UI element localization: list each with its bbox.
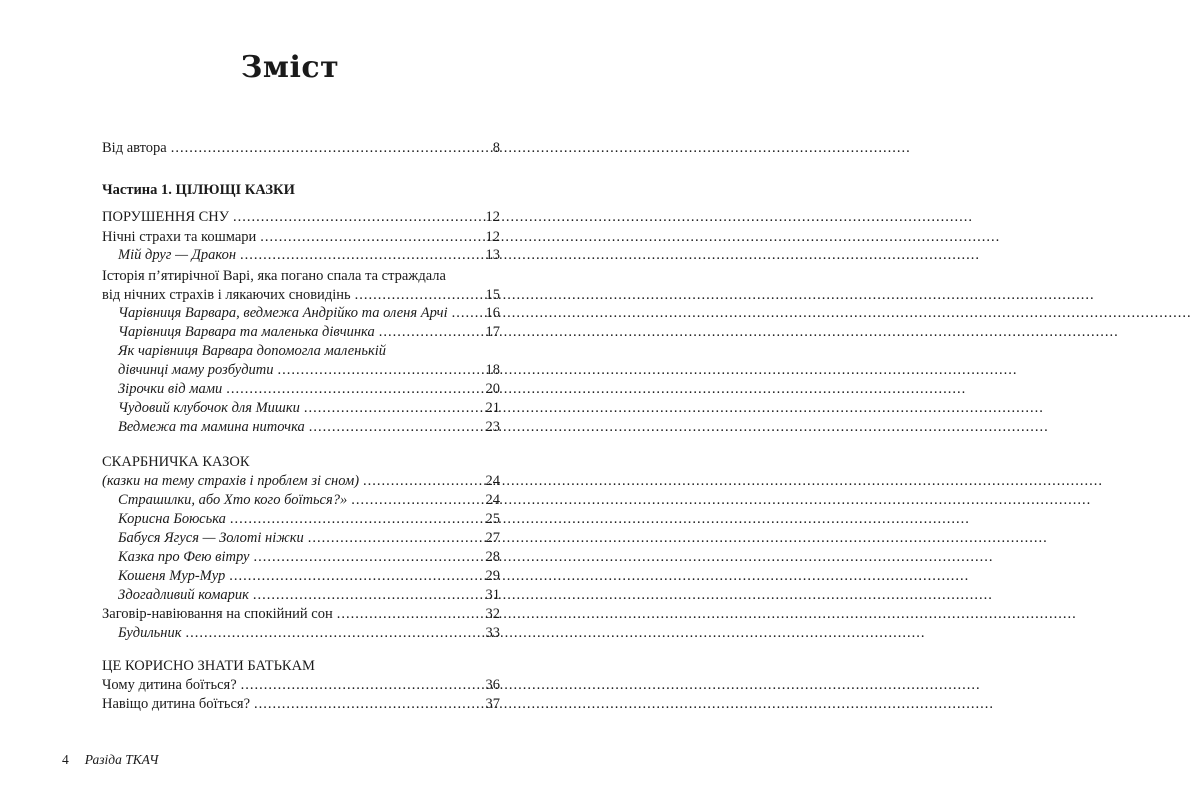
toc-entry-page: 25	[485, 511, 500, 527]
toc-entry[interactable]	[102, 604, 500, 624]
toc-entry-page: 23	[485, 419, 500, 435]
toc-entry-title: Корисна Боюська	[118, 511, 226, 527]
toc-entry[interactable]	[102, 207, 500, 227]
dot-leader	[229, 566, 481, 586]
toc-entry-page: 13	[485, 247, 500, 263]
toc-entry-page: 28	[485, 549, 500, 565]
toc-entry[interactable]	[118, 245, 500, 265]
toc-entry[interactable]	[118, 398, 500, 418]
page-title: Зміст	[240, 50, 340, 85]
toc-entry[interactable]	[102, 471, 500, 491]
toc-entry[interactable]	[118, 341, 500, 361]
toc-entry-title: Чудовий клубочок для Мишки	[118, 400, 300, 416]
toc-entry-title: Ведмежа та мамина ниточка	[118, 419, 305, 435]
toc-entry[interactable]	[118, 547, 500, 567]
toc-entry[interactable]	[118, 566, 500, 586]
toc-entry-title: Частина 1. ЦІЛЮЩІ КАЗКИ	[102, 182, 295, 198]
toc-entry-page: 33	[485, 625, 500, 641]
toc-entry[interactable]	[118, 528, 500, 548]
toc-entry-title: Зірочки від мами	[118, 381, 223, 397]
toc-entry-page: 18	[485, 362, 500, 378]
toc-entry[interactable]	[118, 417, 500, 437]
toc-entry[interactable]	[118, 360, 500, 380]
page-footer	[62, 752, 158, 768]
toc-entry[interactable]	[102, 285, 500, 305]
toc-entry-title: Чому дитина боїться?	[102, 677, 237, 693]
toc-entry-title: Бабуся Ягуся — Золоті ніжки	[118, 530, 304, 546]
dot-leader	[363, 471, 481, 491]
dot-leader	[355, 285, 482, 305]
toc-entry-title: Чарівниця Варвара, ведмежа Андрійко та оленя Арчі	[118, 305, 448, 321]
toc-entry[interactable]	[102, 675, 500, 695]
dot-leader	[278, 360, 482, 380]
toc-entry-page: 8	[492, 140, 500, 156]
toc-entry-title: Як чарівниця Варвара допомогла маленькій	[118, 343, 387, 359]
toc-entry[interactable]	[118, 490, 500, 510]
toc-entry-page: 21	[485, 400, 500, 416]
toc-entry-page: 12	[485, 209, 500, 225]
toc-entry-title: ЦЕ КОРИСНО ЗНАТИ БАТЬКАМ	[102, 658, 315, 674]
dot-leader	[230, 509, 482, 529]
toc-entry-page: 24	[485, 492, 500, 508]
toc-entry-page: 32	[485, 606, 500, 622]
toc-entry-page: 16	[485, 305, 500, 321]
toc-entry[interactable]	[118, 623, 500, 643]
toc-entry-title: Заговір-навіювання на спокійний сон	[102, 606, 333, 622]
toc-entry-page: 37	[485, 696, 500, 712]
toc-entry-title: Мій друг — Дракон	[118, 247, 237, 263]
toc-entry-title: Кошеня Мур-Мур	[118, 568, 226, 584]
toc-entry-title: ПОРУШЕННЯ СНУ	[102, 209, 230, 225]
toc-entry-page: 36	[485, 677, 500, 693]
toc-entry-title: Казка про Фею вітру	[118, 549, 250, 565]
toc-entry[interactable]	[102, 656, 500, 676]
toc-entry[interactable]	[118, 585, 500, 605]
dot-leader	[186, 623, 482, 643]
dot-leader	[308, 528, 482, 548]
dot-leader	[226, 379, 481, 399]
toc-entry-page: 17	[485, 324, 500, 340]
toc-entry-page: 12	[485, 229, 500, 245]
toc-entry[interactable]	[102, 180, 500, 200]
toc-entry-title: дівчинці маму розбудити	[118, 362, 274, 378]
table-of-contents	[0, 0, 580, 800]
toc-entry[interactable]	[102, 694, 500, 714]
dot-leader	[379, 322, 482, 342]
dot-leader	[304, 398, 482, 418]
toc-entry-title: (казки на тему страхів і проблем зі сном)	[102, 473, 360, 489]
page-number: 4	[62, 752, 69, 767]
toc-entry[interactable]	[102, 138, 500, 158]
toc-entry-page: 24	[485, 473, 500, 489]
dot-leader	[254, 694, 481, 714]
toc-entry[interactable]	[102, 452, 500, 472]
toc-entry-title: Від автора	[102, 140, 167, 156]
dot-leader	[253, 585, 482, 605]
toc-entry-page: 27	[485, 530, 500, 546]
dot-leader	[253, 547, 481, 567]
dot-leader	[309, 417, 482, 437]
toc-entry-title: Чарівниця Варвара та маленька дівчинка	[118, 324, 375, 340]
toc-entry-page: 20	[485, 381, 500, 397]
toc-entry[interactable]	[118, 303, 500, 323]
toc-entry-title: Будильник	[118, 625, 182, 641]
dot-leader	[351, 490, 481, 510]
toc-entry-title: Здогадливий комарик	[118, 587, 249, 603]
toc-entry-title: СКАРБНИЧКА КАЗОК	[102, 454, 250, 470]
dot-leader	[240, 245, 481, 265]
toc-entry[interactable]	[118, 379, 500, 399]
toc-entry-title: від нічних страхів і лякаючих сновидінь	[102, 287, 351, 303]
dot-leader	[337, 604, 482, 624]
toc-entry-title: Страшилки, або Хто кого боїться?»	[118, 492, 348, 508]
dot-leader	[171, 138, 489, 158]
toc-entry[interactable]	[118, 509, 500, 529]
dot-leader	[452, 303, 482, 323]
toc-entry-title: Навіщо дитина боїться?	[102, 696, 251, 712]
dot-leader	[241, 675, 482, 695]
toc-entry[interactable]	[102, 266, 500, 286]
toc-entry-title: Історія п’ятирічної Варі, яка погано спала та страждала	[102, 268, 446, 284]
toc-entry-page: 31	[485, 587, 500, 603]
toc-entry-title: Нічні страхи та кошмари	[102, 229, 257, 245]
toc-entry[interactable]	[102, 227, 500, 247]
dot-leader	[260, 227, 481, 247]
dot-leader	[233, 207, 481, 227]
toc-entry[interactable]	[118, 322, 500, 342]
toc-entry-page: 29	[485, 568, 500, 584]
running-author: Разіда ТКАЧ	[84, 752, 159, 767]
toc-entry-page: 15	[485, 287, 500, 303]
